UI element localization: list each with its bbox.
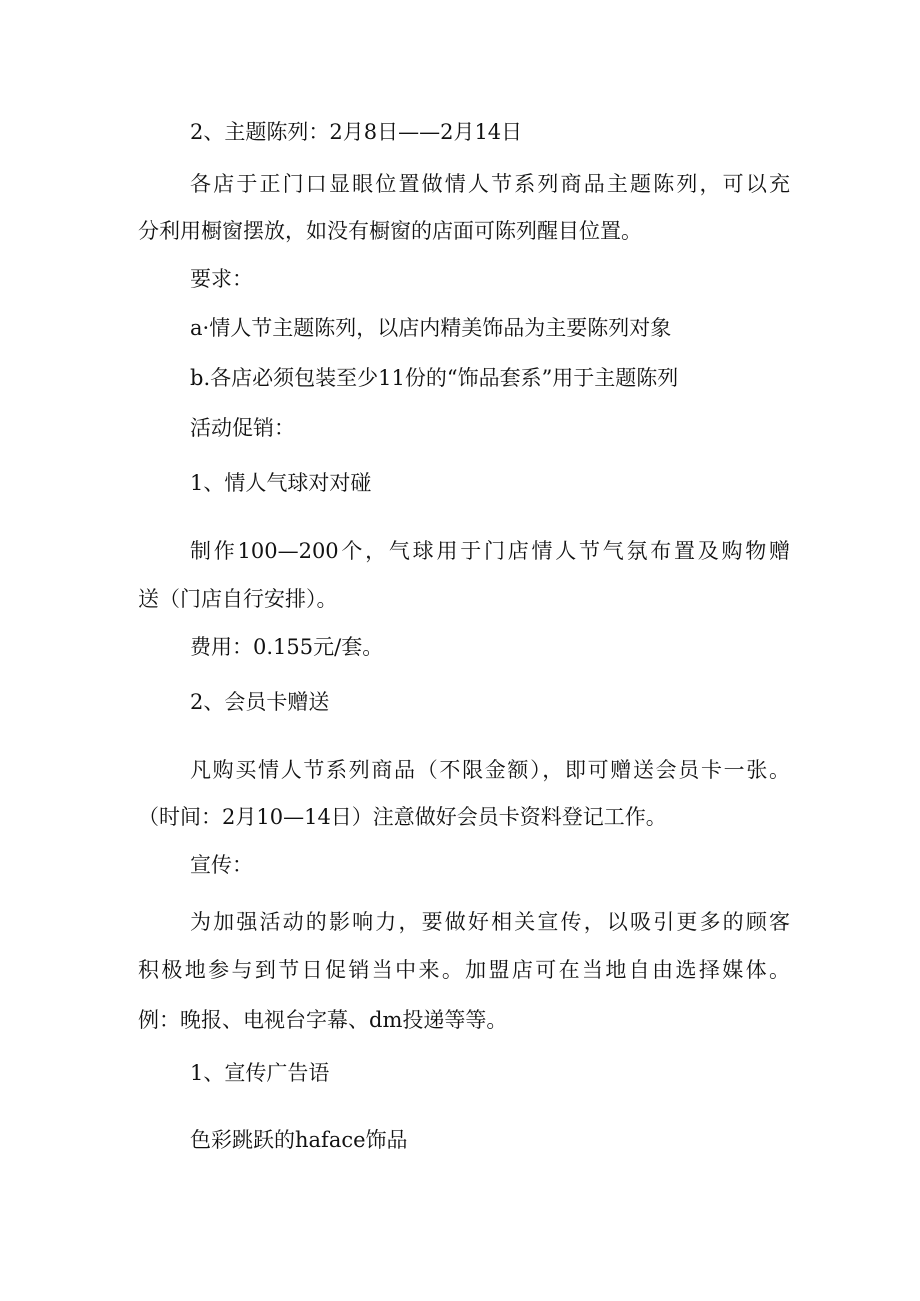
paragraph-line: 各店于正门口显眼位置做情人节系列商品主题陈列，可以充 bbox=[190, 172, 790, 196]
requirement-item-b: b.各店必须包装至少11份的“饰品套系”用于主题陈列 bbox=[190, 366, 679, 390]
paragraph-line: 例：晚报、电视台字幕、dm投递等等。 bbox=[138, 1008, 508, 1032]
publicity-heading: 宣传： bbox=[190, 853, 253, 877]
promotion-item-1-heading: 1、情人气球对对碰 bbox=[190, 471, 372, 495]
section-heading-theme-display: 2、主题陈列：2月8日——2月14日 bbox=[190, 120, 523, 144]
paragraph-line: （时间：2月10—14日）注意做好会员卡资料登记工作。 bbox=[138, 805, 667, 829]
paragraph-line: 制作100—200个，气球用于门店情人节气氛布置及购物赠 bbox=[190, 539, 790, 563]
requirement-item-a: a·情人节主题陈列，以店内精美饰品为主要陈列对象 bbox=[190, 316, 672, 340]
paragraph-line: 送（门店自行安排）。 bbox=[138, 587, 338, 611]
cost-line: 费用：0.155元/套。 bbox=[190, 635, 384, 659]
promotion-heading: 活动促销： bbox=[190, 416, 295, 440]
promotion-item-2-heading: 2、会员卡赠送 bbox=[190, 690, 330, 714]
slogan-line: 色彩跳跃的haface饰品 bbox=[190, 1128, 408, 1152]
requirements-heading: 要求： bbox=[190, 267, 253, 291]
paragraph-line: 为加强活动的影响力，要做好相关宣传，以吸引更多的顾客 bbox=[190, 910, 790, 934]
paragraph-line: 分利用橱窗摆放，如没有橱窗的店面可陈列醒目位置。 bbox=[138, 219, 642, 243]
paragraph-line: 积极地参与到节日促销当中来。加盟店可在当地自由选择媒体。 bbox=[138, 958, 790, 982]
paragraph-line: 凡购买情人节系列商品（不限金额），即可赠送会员卡一张。 bbox=[190, 758, 790, 782]
slogan-heading: 1、宣传广告语 bbox=[190, 1061, 330, 1085]
